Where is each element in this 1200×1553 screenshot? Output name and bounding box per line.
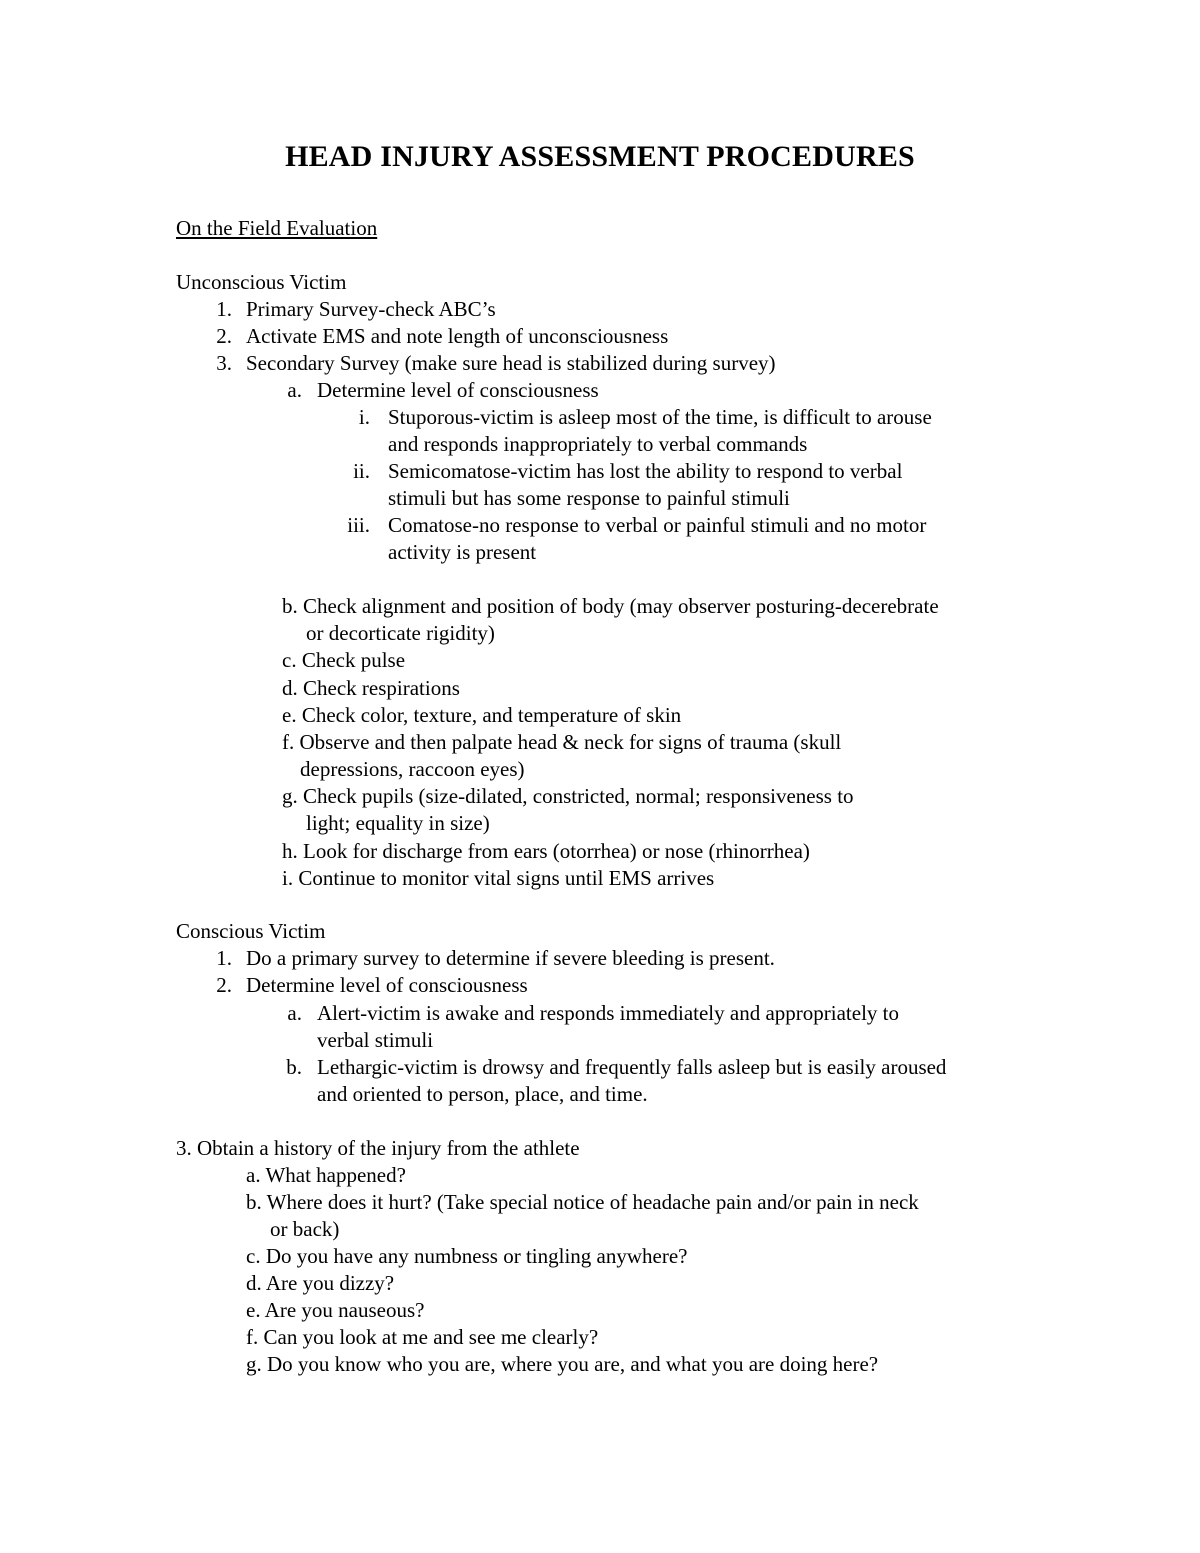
list-number: 3. <box>216 351 232 375</box>
list-text-continued: and oriented to person, place, and time. <box>317 1082 648 1106</box>
list-text: Do a primary survey to determine if severe bleeding is present. <box>246 946 775 970</box>
list-item: e. Are you nauseous? <box>246 1298 425 1322</box>
list-item: f. Observe and then palpate head & neck for signs of trauma (skull <box>282 730 842 754</box>
list-item: d. Are you dizzy? <box>246 1271 395 1295</box>
list-item: a. What happened? <box>246 1163 406 1187</box>
section-heading: On the Field Evaluation <box>176 216 378 240</box>
list-text-continued: verbal stimuli <box>317 1028 434 1052</box>
list-text-continued: depressions, raccoon eyes) <box>300 757 525 781</box>
list-marker: b. <box>286 1055 302 1079</box>
unconscious-heading: Unconscious Victim <box>176 270 347 294</box>
list-text-continued: activity is present <box>388 540 537 564</box>
list-text: Determine level of consciousness <box>246 973 528 997</box>
list-item: e. Check color, texture, and temperature of skin <box>282 703 682 727</box>
list-item: d. Check respirations <box>282 676 460 700</box>
list-item: h. Look for discharge from ears (otorrhea) or nose (rhinorrhea) <box>282 839 810 863</box>
list-number: 1. <box>216 946 232 970</box>
list-text-continued: and responds inappropriately to verbal commands <box>388 432 808 456</box>
list-text: Primary Survey-check ABC’s <box>246 297 496 321</box>
list-item: g. Check pupils (size-dilated, constricted, normal; responsiveness to <box>282 784 854 808</box>
conscious-heading: Conscious Victim <box>176 919 326 943</box>
list-marker: a. <box>287 378 302 402</box>
list-item: c. Do you have any numbness or tingling anywhere? <box>246 1244 688 1268</box>
list-text: Alert-victim is awake and responds immediately and appropriately to <box>317 1001 899 1025</box>
list-number: 2. <box>216 973 232 997</box>
list-marker: i. <box>358 405 370 429</box>
list-item: i. Continue to monitor vital signs until EMS arrives <box>282 866 715 890</box>
list-text: Semicomatose-victim has lost the ability to respond to verbal <box>388 459 903 483</box>
list-text: Stuporous-victim is asleep most of the time, is difficult to arouse <box>388 405 932 429</box>
list-item: c. Check pulse <box>282 648 406 672</box>
list-text-continued: or decorticate rigidity) <box>306 621 495 645</box>
history-heading: 3. Obtain a history of the injury from the athlete <box>176 1136 580 1160</box>
list-number: 2. <box>216 324 232 348</box>
list-marker: a. <box>287 1001 302 1025</box>
list-number: 1. <box>216 297 232 321</box>
list-text: Comatose-no response to verbal or painful stimuli and no motor <box>388 513 927 537</box>
list-text: Activate EMS and note length of unconsciousness <box>246 324 669 348</box>
page-title: HEAD INJURY ASSESSMENT PROCEDURES <box>285 140 915 173</box>
list-text-continued: stimuli but has some response to painful stimuli <box>388 486 790 510</box>
list-text: Lethargic-victim is drowsy and frequently falls asleep but is easily aroused <box>317 1055 947 1079</box>
list-text: Determine level of consciousness <box>317 378 599 402</box>
list-item: g. Do you know who you are, where you are, and what you are doing here? <box>246 1352 879 1376</box>
list-text: Secondary Survey (make sure head is stabilized during survey) <box>246 351 776 375</box>
list-item: b. Check alignment and position of body (may observer posturing-decerebrate <box>282 594 939 618</box>
list-marker: ii. <box>353 459 370 483</box>
list-text-continued: or back) <box>270 1217 340 1241</box>
list-item: f. Can you look at me and see me clearly? <box>246 1325 599 1349</box>
list-text-continued: light; equality in size) <box>306 811 490 835</box>
list-marker: iii. <box>347 513 370 537</box>
list-item: b. Where does it hurt? (Take special notice of headache pain and/or pain in neck <box>246 1190 919 1214</box>
